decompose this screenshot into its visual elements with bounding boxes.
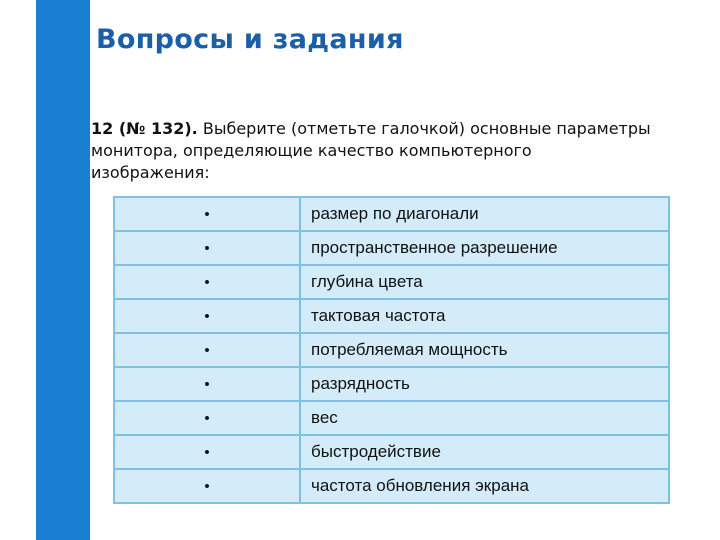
option-row — [114, 299, 669, 333]
checkbox-cell[interactable]: • — [114, 231, 300, 265]
slide-title: Вопросы и задания — [96, 24, 404, 55]
checkbox-cell[interactable]: • — [114, 401, 300, 435]
task-number: 12 (№ 132). — [91, 119, 198, 138]
option-label: быстродействие — [300, 435, 669, 469]
checkbox-cell[interactable]: • — [114, 299, 300, 333]
options-table — [113, 196, 670, 504]
option-row — [114, 197, 669, 231]
option-label: размер по диагонали — [300, 197, 669, 231]
option-row — [114, 333, 669, 367]
option-label: тактовая частота — [300, 299, 669, 333]
option-row — [114, 265, 669, 299]
option-row — [114, 367, 669, 401]
option-label: глубина цвета — [300, 265, 669, 299]
option-label: разрядность — [300, 367, 669, 401]
checkbox-cell[interactable]: • — [114, 197, 300, 231]
checkbox-cell[interactable]: • — [114, 469, 300, 503]
option-label: частота обновления экрана — [300, 469, 669, 503]
option-row — [114, 435, 669, 469]
option-label: потребляемая мощность — [300, 333, 669, 367]
task-question: Выберите (отметьте галочкой) основные параметры монитора, определяющие качество компьютерного изображения: — [91, 119, 651, 182]
checkbox-cell[interactable]: • — [114, 367, 300, 401]
accent-bar-top — [36, 0, 90, 183]
option-row — [114, 469, 669, 503]
option-label: пространственное разрешение — [300, 231, 669, 265]
checkbox-cell[interactable]: • — [114, 333, 300, 367]
checkbox-cell[interactable]: • — [114, 435, 300, 469]
option-row — [114, 401, 669, 435]
task-text — [91, 118, 651, 184]
accent-bar-bottom — [36, 183, 90, 540]
option-row — [114, 231, 669, 265]
option-label: вес — [300, 401, 669, 435]
checkbox-cell[interactable]: • — [114, 265, 300, 299]
